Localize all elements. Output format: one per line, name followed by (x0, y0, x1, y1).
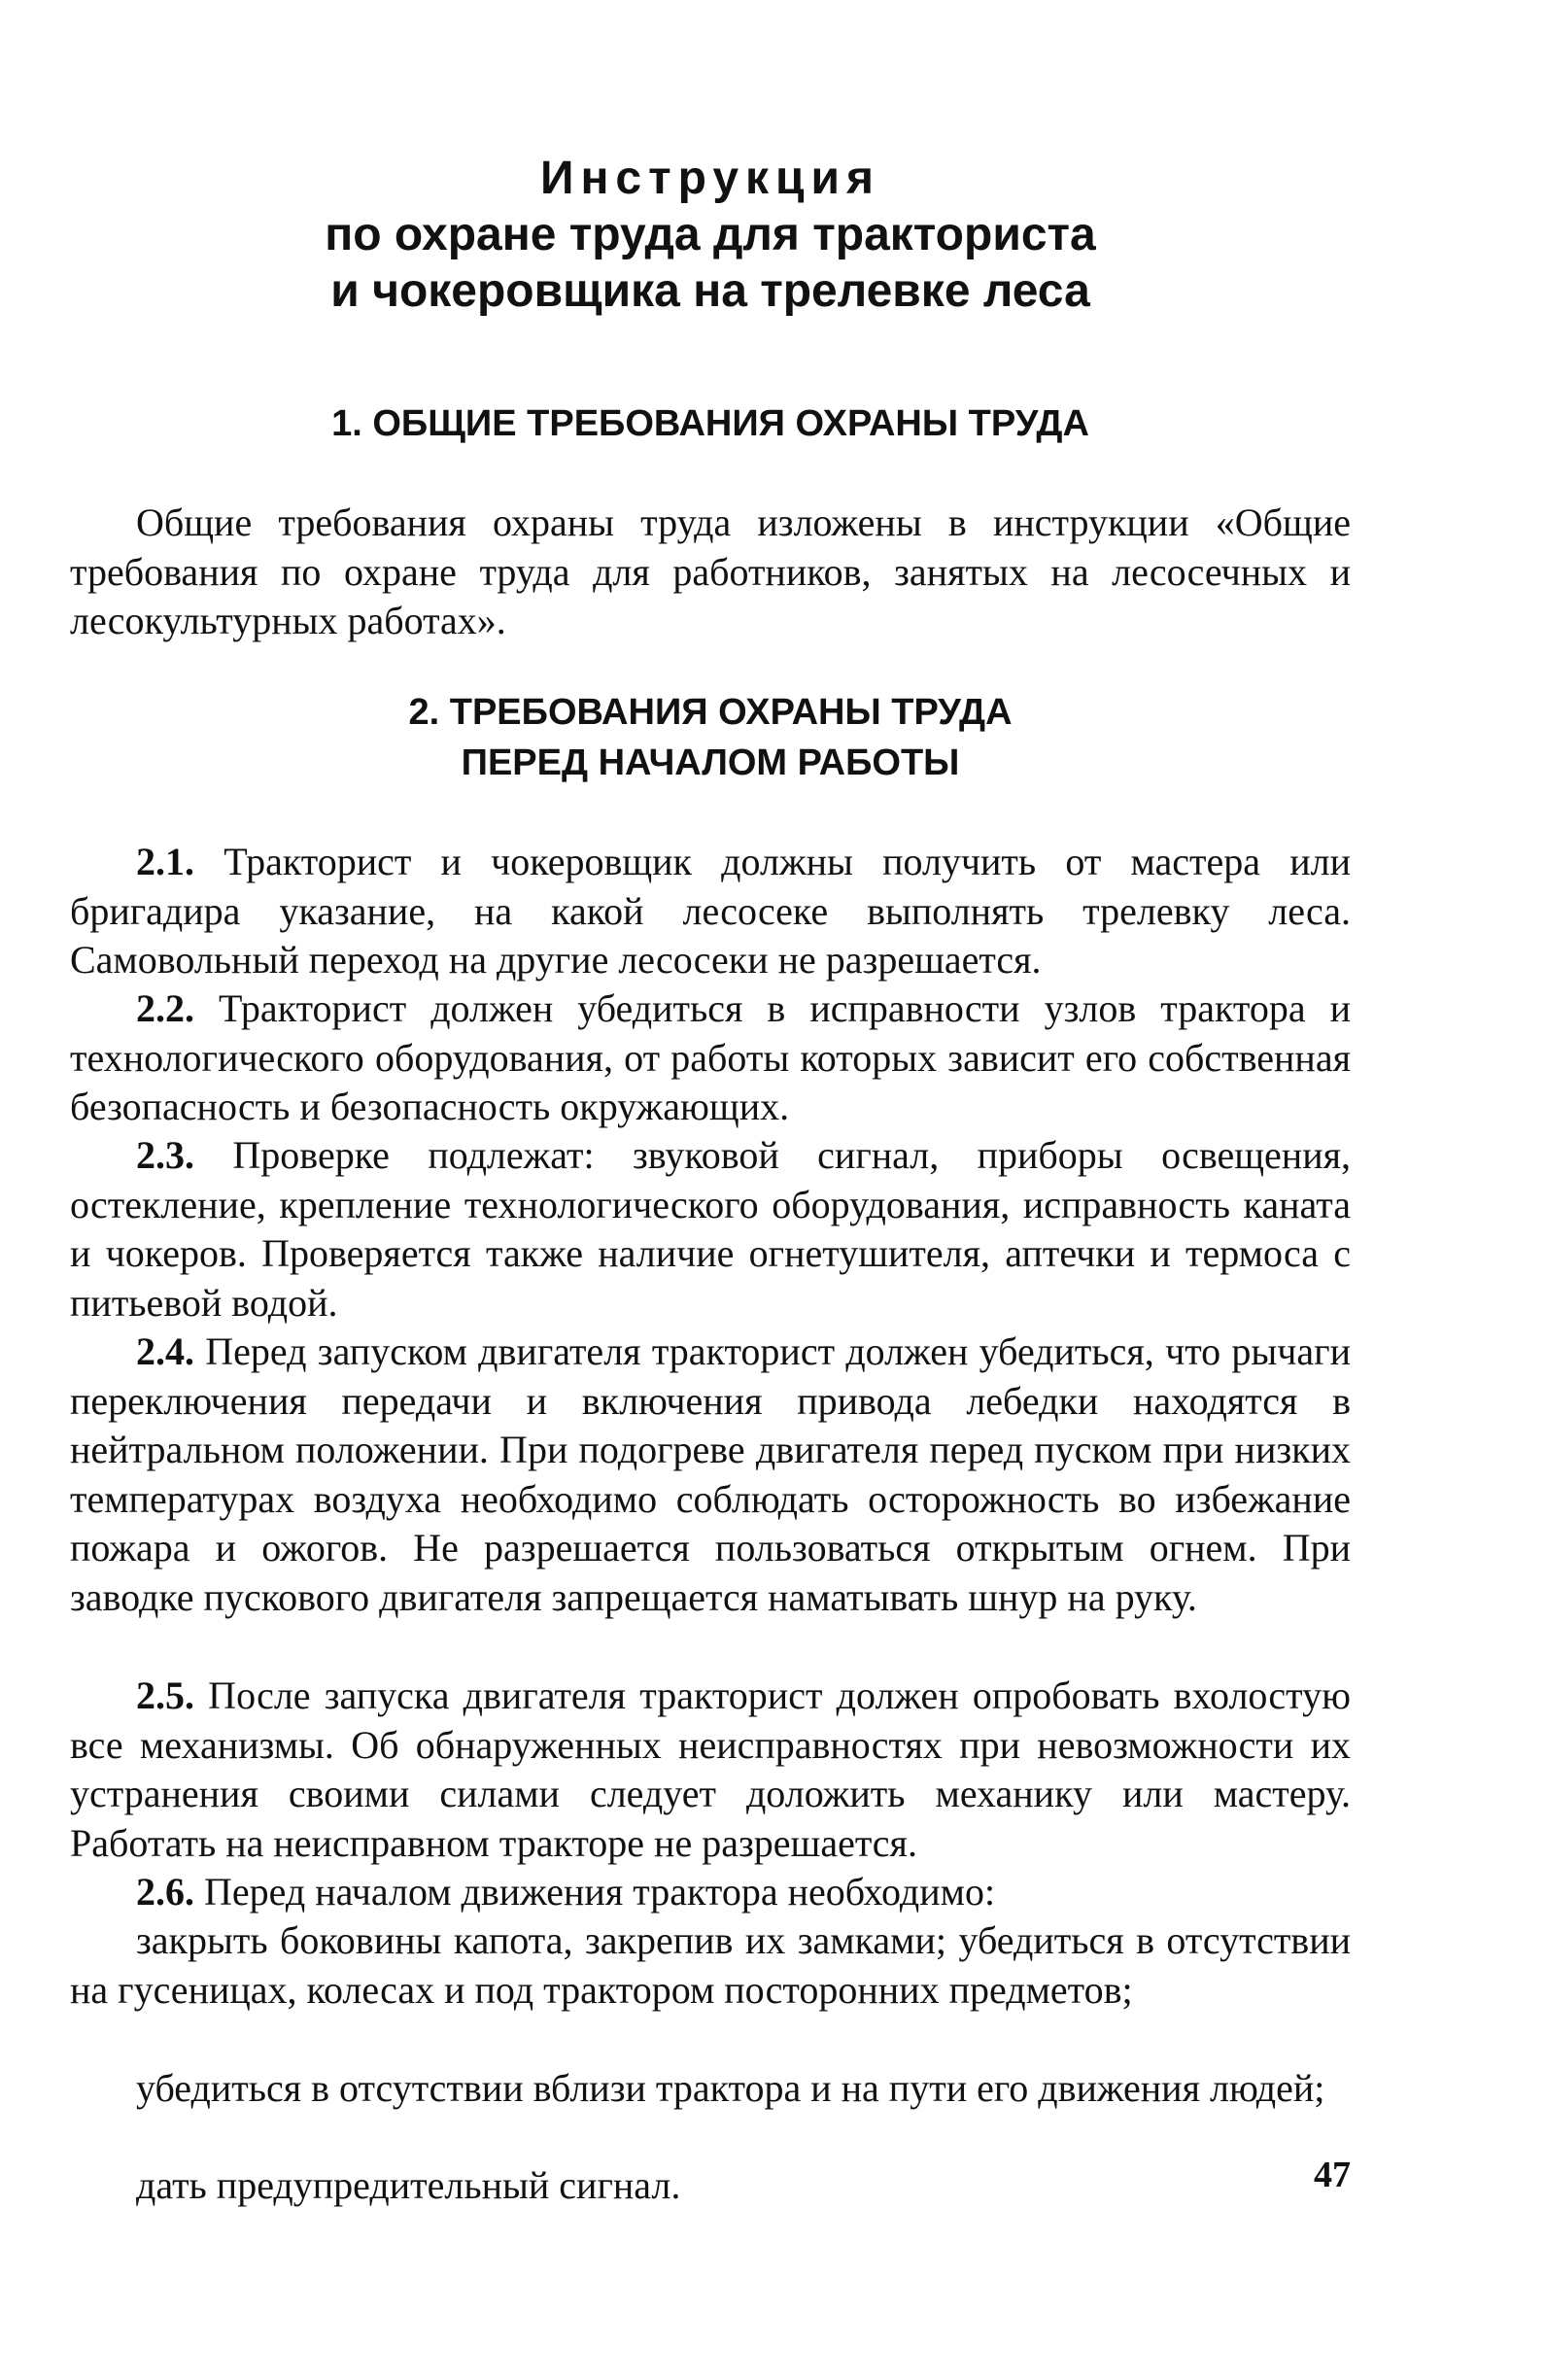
item-text: Перед началом движения трактора необходимо: (194, 1870, 996, 1914)
document-page (70, 0, 1351, 2380)
item-2-1 (70, 838, 1351, 985)
item-text: После запуска двигателя тракторист должен опробовать вхолостую все механизмы. Об обнаруженных неисправностях при невозможности их устранения своими силами следует доложить механику или мастеру. Работать на неисправном тракторе не разрешается. (70, 1673, 1351, 1865)
item-number: 2.1. (136, 840, 194, 883)
title-line-2: по охране труда для тракториста (325, 209, 1096, 260)
item-number: 2.4. (136, 1329, 194, 1373)
item-2-3 (70, 1131, 1351, 1328)
item-text: Перед запуском двигателя тракторист должен убедиться, что рычаги переключения передачи и включения привода лебедки находятся в нейтральном положении. При подогреве двигателя перед пуском при низких температурах воздуха необходимо соблюдать осторожность во избежание пожара и ожогов. Не разрешается пользоваться открытым огнем. При заводке пускового двигателя запрещается наматывать шнур на руку. (70, 1329, 1351, 1619)
item-2-2 (70, 984, 1351, 1132)
sub-item-3: дать предупредительный сигнал. (136, 2163, 681, 2207)
sub-item-2: убедиться в отсутствии вблизи трактора и на пути его движения людей; (136, 2066, 1325, 2110)
item-2-6 (70, 1868, 1351, 1917)
item-number: 2.3. (136, 1133, 194, 1177)
item-number: 2.2. (136, 986, 194, 1030)
section-2-heading-line-2: ПЕРЕД НАЧАЛОМ РАБОТЫ (461, 742, 960, 783)
title-main: Инструкция (539, 153, 881, 204)
item-2-5 (70, 1672, 1351, 1868)
section-1-paragraph: Общие требования охраны труда изложены в инструкции «Общие требования по охране труда для работников, занятых на лесосечных и лесокультурных работах». (70, 500, 1351, 642)
section-1-heading-text: 1. ОБЩИЕ ТРЕБОВАНИЯ ОХРАНЫ ТРУДА (331, 403, 1089, 444)
section-2-heading (70, 687, 1351, 788)
section-2-heading-line-1: 2. ТРЕБОВАНИЯ ОХРАНЫ ТРУДА (408, 692, 1013, 733)
item-number: 2.6. (136, 1870, 194, 1914)
item-text: Тракторист и чокеровщик должны получить от мастера или бригадира указание, на какой лесосеке выполнять трелевку леса. Самовольный переход на другие лесосеки не разрешается. (70, 840, 1351, 982)
item-number: 2.5. (136, 1673, 194, 1717)
item-2-4 (70, 1328, 1351, 1622)
item-text: Тракторист должен убедиться в исправности узлов трактора и технологического оборудования, от работы которых зависит его собственная безопасность и безопасность окружающих. (70, 986, 1351, 1128)
document-title (70, 151, 1351, 320)
section-1-heading (70, 398, 1351, 449)
sub-item-1: закрыть боковины капота, закрепив их замками; убедиться в отсутствии на гусеницах, колесах и под трактором посторонних предметов; (70, 1918, 1351, 2012)
page-number: 47 (1314, 2155, 1351, 2195)
title-line-3: и чокеровщика на трелевке леса (330, 265, 1090, 317)
item-text: Проверке подлежат: звуковой сигнал, приборы освещения, остекление, крепление технологического оборудования, исправность каната и чокеров. Проверяется также наличие огнетушителя, аптечки и термоса с питьевой водой. (70, 1133, 1351, 1325)
